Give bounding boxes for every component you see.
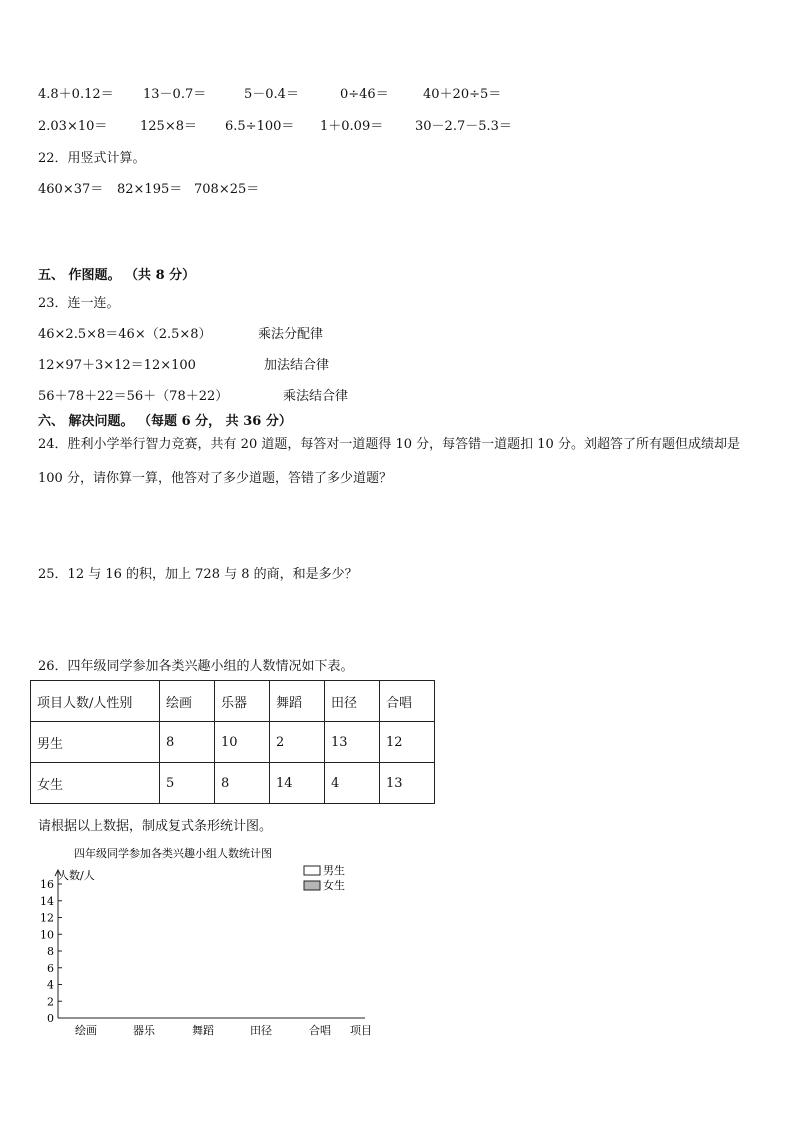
table-cell: 8	[160, 722, 215, 763]
y-tick-label: 2	[47, 995, 54, 1009]
x-tick-label: 合唱	[309, 1024, 331, 1037]
y-tick-label: 8	[47, 945, 54, 958]
table-cell: 14	[270, 763, 325, 804]
x-tick-label: 田径	[250, 1024, 272, 1037]
q26-title: 26．四年级同学参加各类兴趣小组的人数情况如下表。	[38, 659, 354, 674]
table-cell: 12	[380, 722, 435, 763]
table-header-cell: 项目人数/人性别	[31, 681, 160, 722]
table-header-cell: 绘画	[160, 681, 215, 722]
q22-item: 460×37＝	[38, 182, 104, 197]
y-tick-label: 12	[40, 911, 54, 925]
table-header-cell: 舞蹈	[270, 681, 325, 722]
x-axis-label: 项目	[350, 1024, 372, 1037]
calc-item: 4.8＋0.12＝	[38, 87, 114, 102]
q22-title: 22．用竖式计算。	[38, 151, 146, 166]
table-header-cell: 乐器	[215, 681, 270, 722]
legend-girl-label: 女生	[323, 879, 345, 892]
chart-axes	[40, 870, 365, 1037]
q23-left-item: 46×2.5×8＝46×（2.5×8）	[38, 327, 212, 342]
q23-right-item: 乘法分配律	[258, 327, 324, 342]
q23-right-item: 加法结合律	[264, 358, 330, 373]
section-5-heading: 五、 作图题。 （共 8 分）	[38, 268, 196, 283]
table-row	[31, 763, 435, 804]
y-tick-label: 4	[47, 978, 54, 992]
calc-item: 6.5÷100＝	[225, 119, 295, 134]
legend-girl-swatch	[304, 881, 320, 890]
calc-item: 1＋0.09＝	[320, 119, 384, 134]
q23-title: 23．连一连。	[38, 296, 120, 311]
table-cell: 5	[160, 763, 215, 804]
q26-instruction: 请根据以上数据，制成复式条形统计图。	[38, 819, 273, 834]
table-cell: 4	[325, 763, 380, 804]
q24-text: 24．胜利小学举行智力竞赛，共有 20 道题，每答对一道题得 10 分，每答错一道题扣 10 分。刘超答了所有题但成绩却是 100 分，请你算一算，他答对了多少道题，答错了多少道题？	[38, 437, 740, 486]
table-cell: 8	[215, 763, 270, 804]
table-cell: 13	[380, 763, 435, 804]
data-table	[30, 680, 435, 804]
y-tick-label: 16	[40, 878, 54, 891]
table-cell: 2	[270, 722, 325, 763]
chart-title: 四年级同学参加各类兴趣小组人数统计图	[74, 847, 272, 860]
table-row	[31, 722, 435, 763]
table-cell: 男生	[31, 722, 160, 763]
y-tick-label: 0	[47, 1012, 54, 1025]
table-header-cell: 田径	[325, 681, 380, 722]
q23-right-item: 乘法结合律	[283, 389, 349, 404]
section-6-heading: 六、 解决问题。 （每题 6 分， 共 36 分）	[38, 414, 292, 429]
x-tick-label: 器乐	[133, 1024, 155, 1037]
q23-left-item: 56＋78＋22＝56＋（78＋22）	[38, 389, 229, 404]
y-tick-label: 14	[40, 894, 54, 908]
calc-item: 0÷46＝	[340, 87, 389, 102]
table-cell: 13	[325, 722, 380, 763]
calc-item: 5－0.4＝	[244, 87, 299, 102]
legend-boy-label: 男生	[323, 864, 345, 877]
calc-item: 2.03×10＝	[38, 119, 108, 134]
table-header-row	[31, 681, 435, 722]
blank-bar-chart	[30, 840, 390, 1045]
table-cell: 女生	[31, 763, 160, 804]
table-header-cell: 合唱	[380, 681, 435, 722]
q23-left-item: 12×97＋3×12＝12×100	[38, 358, 196, 373]
calc-item: 125×8＝	[140, 119, 197, 134]
calc-item: 30－2.7－5.3＝	[415, 119, 512, 134]
calc-item: 40＋20÷5＝	[423, 87, 502, 102]
table-cell: 10	[215, 722, 270, 763]
y-axis-label: 人数/人	[58, 869, 95, 882]
y-tick-label: 6	[47, 961, 54, 975]
q22-item: 708×25＝	[194, 182, 260, 197]
legend-boy-swatch	[304, 866, 320, 875]
x-tick-label: 绘画	[75, 1024, 97, 1037]
y-tick-label: 10	[40, 928, 54, 942]
q22-item: 82×195＝	[117, 182, 183, 197]
calc-item: 13－0.7＝	[143, 87, 207, 102]
q25-text: 25．12 与 16 的积，加上 728 与 8 的商，和是多少？	[38, 567, 358, 582]
x-tick-label: 舞蹈	[192, 1024, 214, 1037]
